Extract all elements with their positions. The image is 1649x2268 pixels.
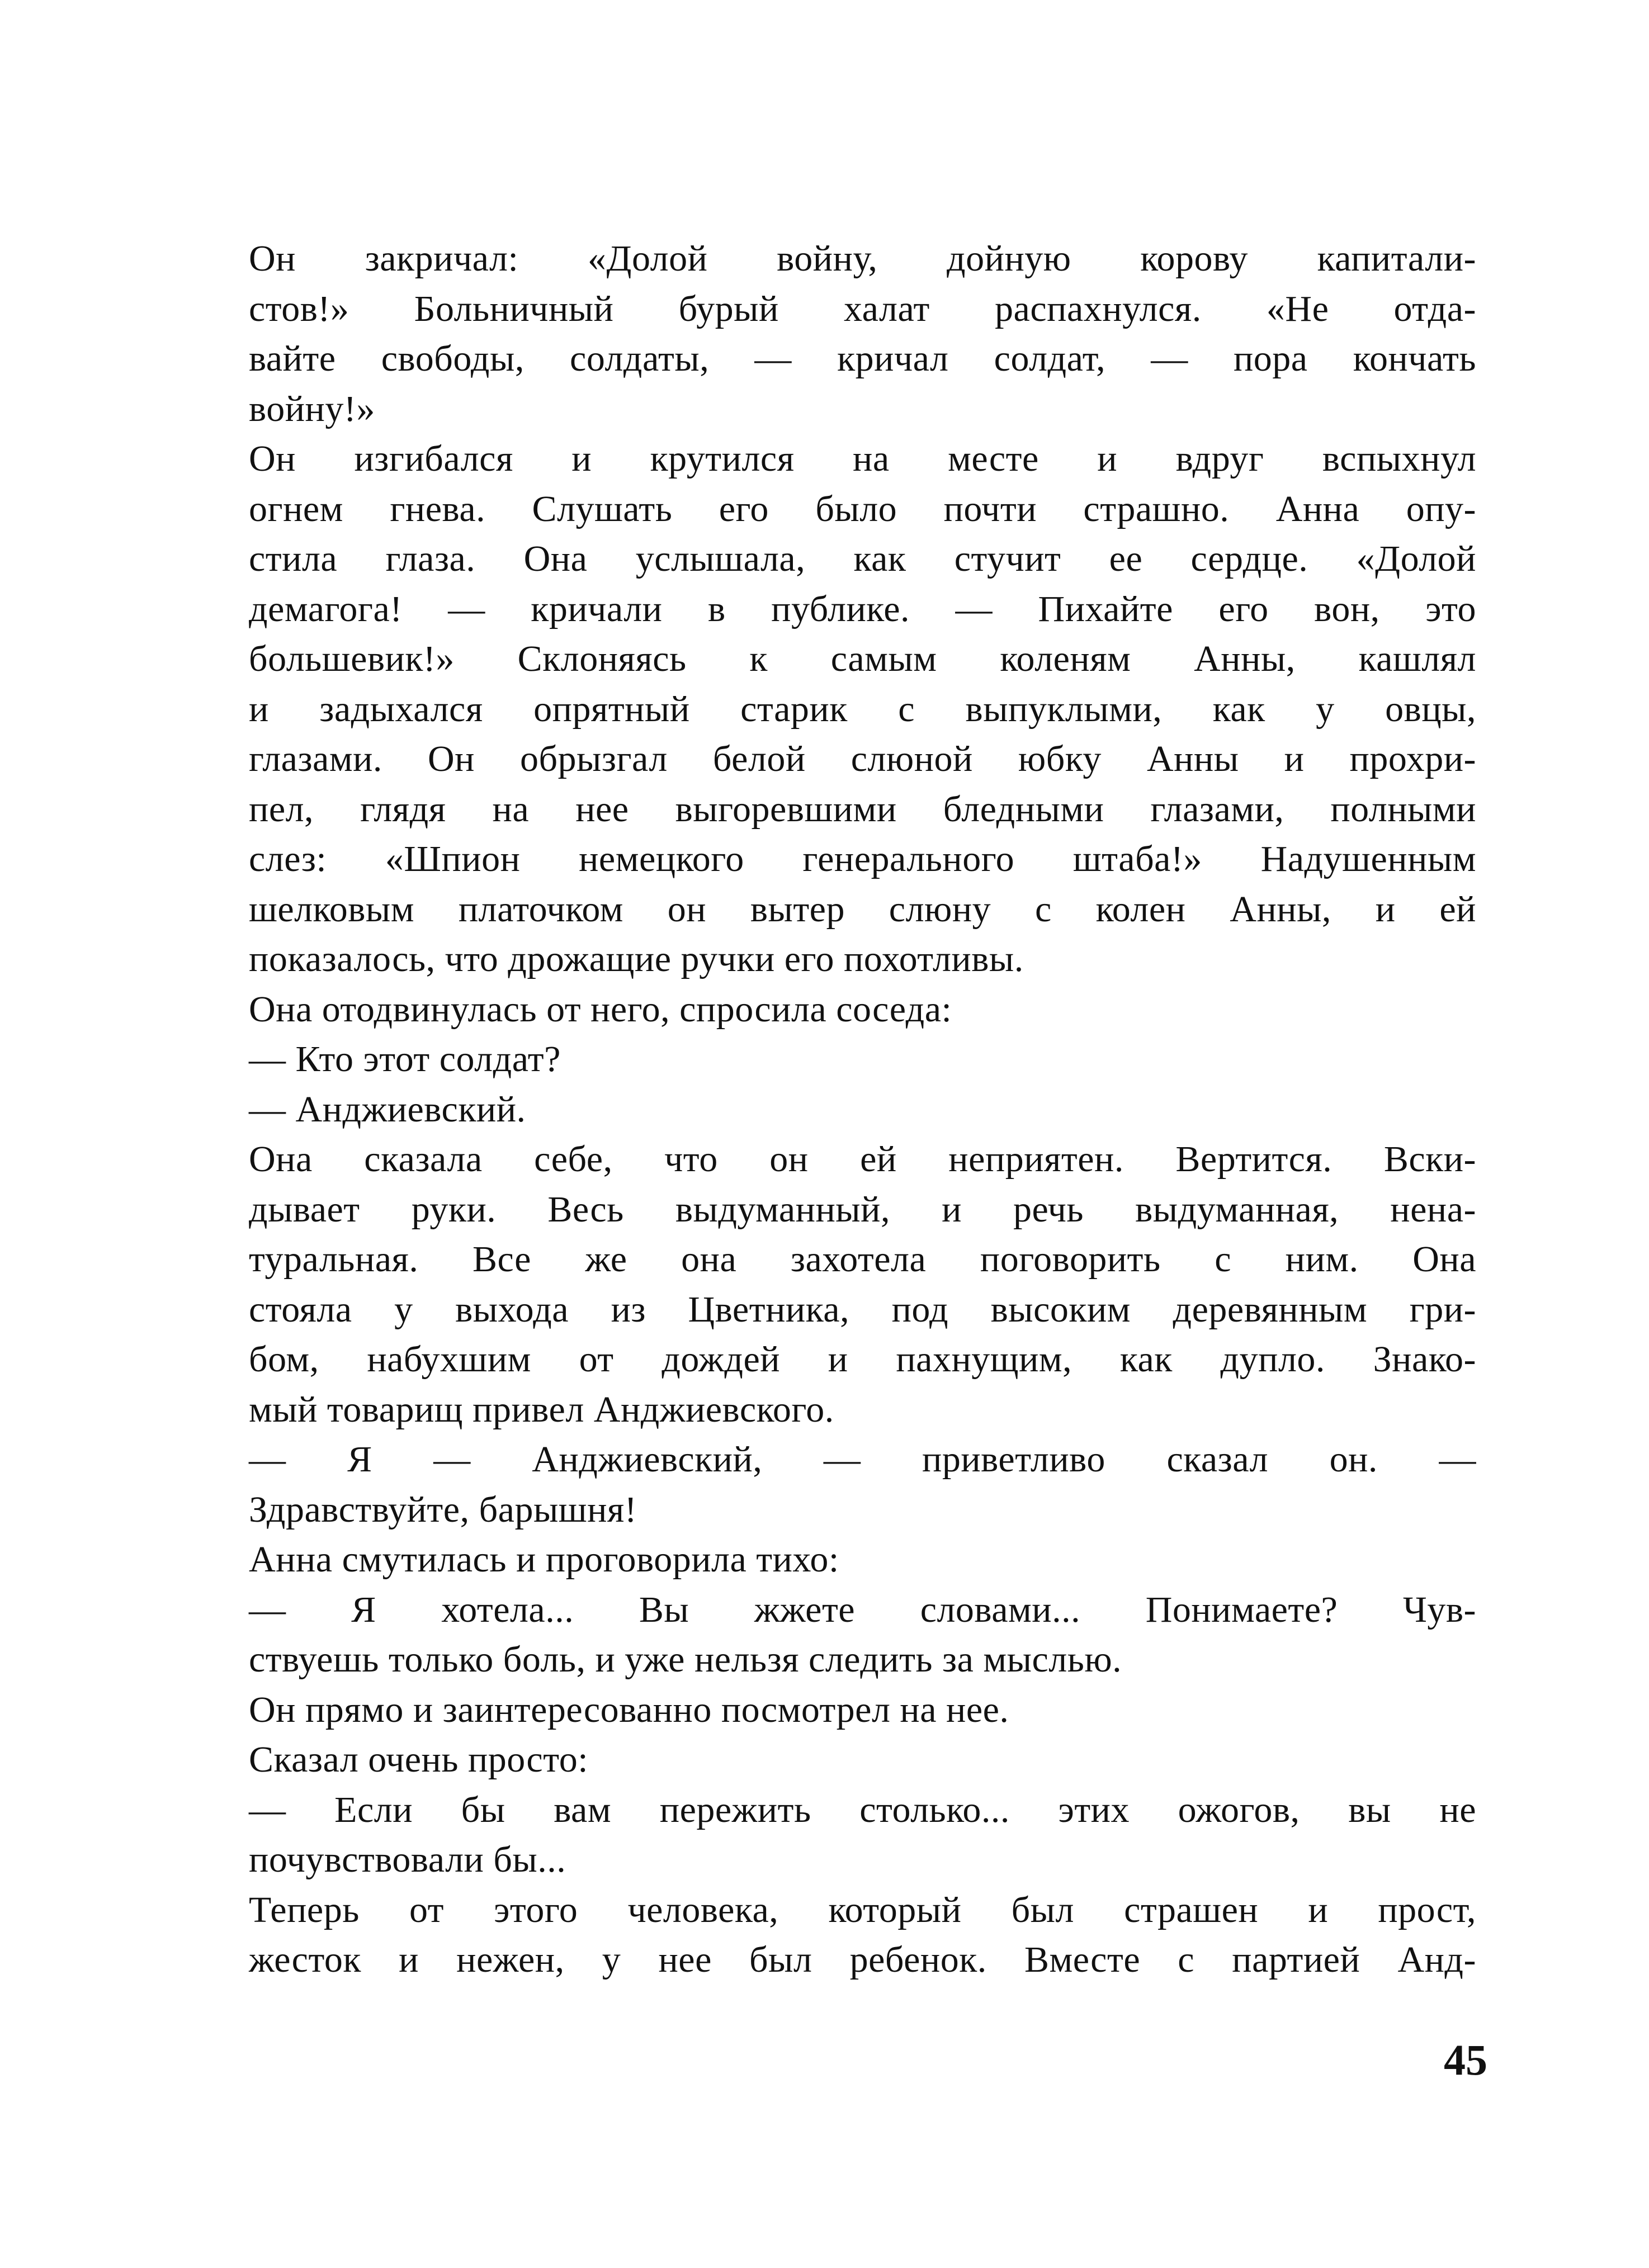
text-line: Здравствуйте, барышня! [249, 1489, 637, 1530]
text-line: Она сказала себе, что он ей неприятен. Вертится. Вски- [249, 1139, 1476, 1180]
text-line: шелковым платочком он вытер слюну с колен Анны, и ей [249, 888, 1476, 930]
text-line: мый товарищ привел Анджиевского. [249, 1389, 834, 1430]
text-line: Он изгибался и крутился на месте и вдруг вспыхнул [249, 438, 1476, 479]
text-line: — Я хотела... Вы жжете словами... Понимаете? Чув- [249, 1589, 1476, 1630]
text-line: показалось, что дрожащие ручки его похотливы. [249, 939, 1024, 979]
text-line: Он прямо и заинтересованно посмотрел на нее. [249, 1689, 1009, 1730]
text-line: и задыхался опрятный старик с выпуклыми, как у овцы, [249, 688, 1476, 730]
text-line: огнем гнева. Слушать его было почти страшно. Анна опу- [249, 488, 1476, 529]
text-line: пел, глядя на нее выгоревшими бледными глазами, полными [249, 788, 1476, 830]
text-line: — Анджиевский. [249, 1088, 526, 1130]
text-line: стила глаза. Она услышала, как стучит ее сердце. «Долой [249, 538, 1476, 579]
text-line: Анна смутилась и проговорила тихо: [249, 1539, 839, 1580]
text-line: стояла у выхода из Цветника, под высоким деревянным гри- [249, 1289, 1476, 1330]
text-line: ствуешь только боль, и уже нельзя следить за мыслью. [249, 1639, 1122, 1680]
text-line: стов!» Больничный бурый халат распахнулся. «Не отда- [249, 288, 1476, 329]
text-line: вайте свободы, солдаты, — кричал солдат, — пора кончать [249, 338, 1476, 379]
text-line: дывает руки. Весь выдуманный, и речь выдуманная, нена- [249, 1189, 1476, 1230]
text-line: войну!» [249, 388, 375, 429]
text-line: почувствовали бы... [249, 1839, 566, 1880]
page-text [249, 234, 1476, 1985]
text-line: Сказал очень просто: [249, 1739, 589, 1780]
text-line: — Я — Анджиевский, — приветливо сказал он. — [249, 1439, 1476, 1480]
text-line: Теперь от этого человека, который был страшен и прост, [249, 1889, 1476, 1930]
text-line: туральная. Все же она захотела поговорить с ним. Она [249, 1239, 1476, 1280]
text-line: демагога! — кричали в публике. — Пихайте его вон, это [249, 588, 1476, 629]
page-number: 45 [1444, 2035, 1487, 2084]
text-line: Она отодвинулась от него, спросила соседа: [249, 988, 952, 1030]
text-line: бом, набухшим от дождей и пахнущим, как дупло. Знако- [249, 1339, 1476, 1380]
text-line: — Если бы вам пережить столько... этих ожогов, вы не [249, 1789, 1476, 1830]
text-line: глазами. Он обрызгал белой слюной юбку Анны и прохри- [249, 738, 1476, 779]
text-line: — Кто этот солдат? [249, 1039, 561, 1079]
text-line: слез: «Шпион немецкого генерального штаба!» Надушенным [249, 839, 1476, 879]
text-line: Он закричал: «Долой войну, дойную корову капитали- [249, 238, 1476, 279]
text-line: большевик!» Склоняясь к самым коленям Анны, кашлял [249, 638, 1476, 679]
text-line: жесток и нежен, у нее был ребенок. Вместе с партией Анд- [249, 1939, 1476, 1980]
